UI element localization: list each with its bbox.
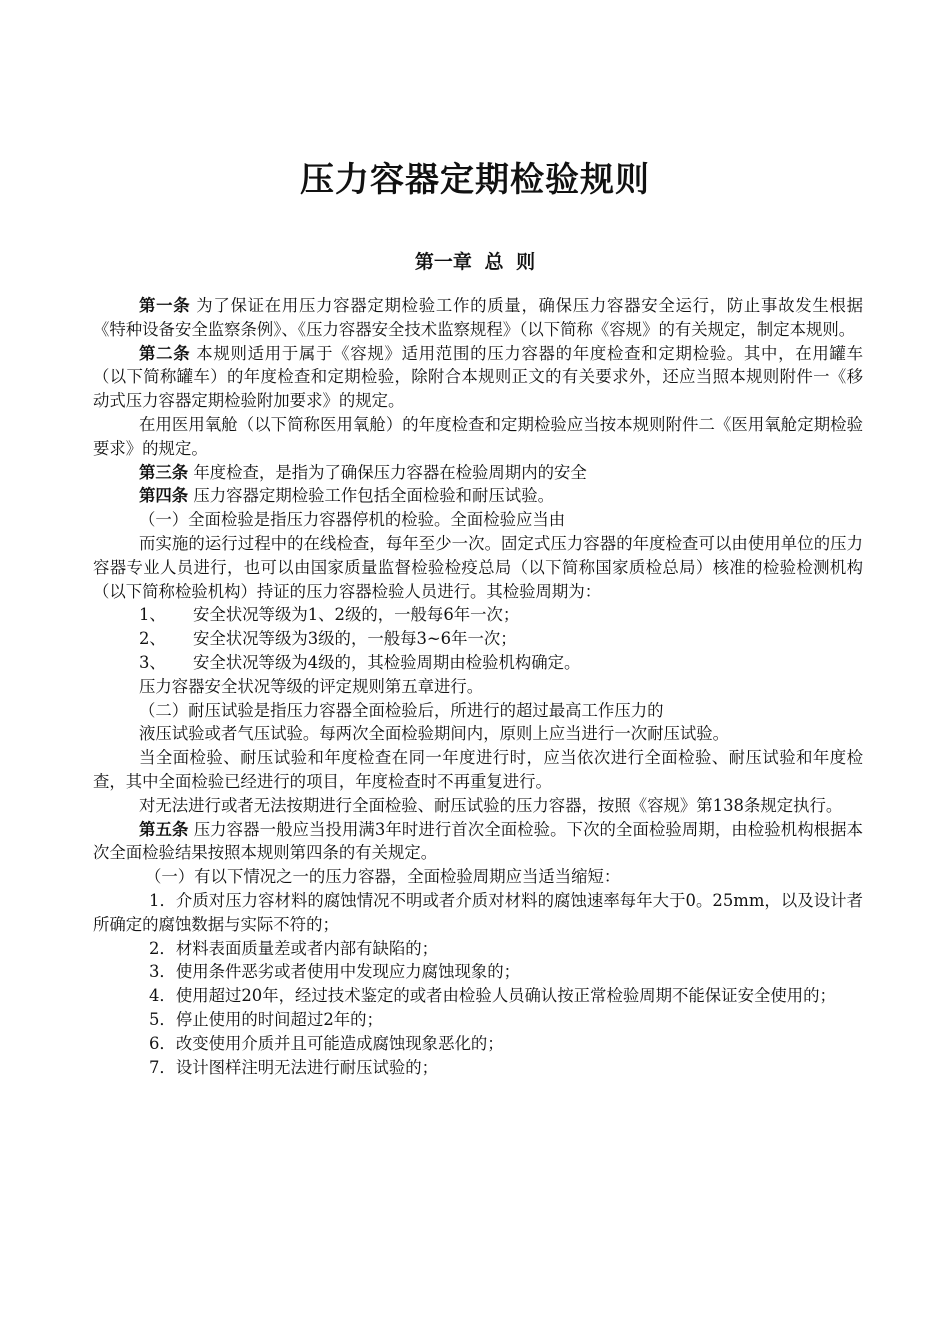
article-4 [93, 484, 863, 508]
article-5 [93, 818, 863, 866]
paragraph: （二）耐压试验是指压力容器全面检验后，所进行的超过最高工作压力的 [139, 700, 664, 720]
chapter-heading: 第一章 总 则 [414, 251, 536, 273]
list-item [93, 651, 863, 675]
paragraph: 在用医用氧舱（以下简称医用氧舱）的年度检查和定期检验应当按本规则附件二《医用氧舱定期检验要求》的规定。 [93, 414, 863, 458]
article-2 [93, 342, 863, 413]
list-number: 3、 [139, 652, 166, 672]
list-item [93, 603, 863, 627]
article-3 [93, 461, 863, 485]
document-body [93, 294, 863, 1079]
paragraph: （一）全面检验是指压力容器停机的检验。全面检验应当由 [139, 510, 566, 530]
list-item: 2．材料表面质量差或者内部有缺陷的； [149, 938, 439, 958]
article-text: 压力容器一般应当投用满3年时进行首次全面检验。下次的全面检验周期，由检验机构根据本次全面检验结果按照本规则第四条的有关规定。 [93, 819, 864, 863]
article-text: 本规则适用于属于《容规》适用范围的压力容器的年度检查和定期检验。其中，在用罐车（以下简称罐车）的年度检查和定期检验，除附合本规则正文的有关要求外，还应当照本规则附件一《移动式压力容器定期检验附加要求》的规定。 [93, 343, 863, 411]
list-item: 7．设计图样注明无法进行耐压试验的； [149, 1057, 439, 1077]
list-item: 1．介质对压力容材料的腐蚀情况不明或者介质对材料的腐蚀速率每年大于0。25mm，以及设计者所确定的腐蚀数据与实际不符的； [93, 890, 863, 934]
list-number: 1、 [139, 605, 166, 625]
list-item: 6．改变使用介质并且可能造成腐蚀现象恶化的； [149, 1033, 504, 1053]
article-text: 为了保证在用压力容器定期检验工作的质量，确保压力容器安全运行，防止事故发生根据《特种设备安全监察条例》、《压力容器安全技术监察规程》（以下简称《容规》的有关规定，制定本规则。 [93, 296, 863, 339]
list-item [93, 627, 863, 651]
list-item: 5．停止使用的时间超过2年的； [149, 1009, 383, 1029]
article-label: 第五条 [139, 819, 189, 839]
list-text: 安全状况等级为1、2级的，一般每6年一次； [193, 605, 520, 625]
paragraph: 当全面检验、耐压试验和年度检查在同一年度进行时，应当依次进行全面检验、耐压试验和年度检查，其中全面检验已经进行的项目，年度检查时不再重复进行。 [93, 748, 863, 791]
list-text: 安全状况等级为3级的，一般每3~6年一次； [193, 629, 517, 649]
list-item: 4．使用超过20年，经过技术鉴定的或者由检验人员确认按正常检验周期不能保证安全使用的； [149, 986, 836, 1006]
document-title: 压力容器定期检验规则 [300, 160, 650, 200]
list-text: 安全状况等级为4级的，其检验周期由检验机构确定。 [193, 652, 581, 672]
list-number: 2、 [139, 629, 166, 649]
article-label: 第一条 [139, 296, 191, 315]
paragraph: 而实施的运行过程中的在线检查，每年至少一次。固定式压力容器的年度检查可以由使用单位的压力容器专业人员进行，也可以由国家质量监督检验检疫总局（以下简称国家质检总局）核准的检验检测机构（以下简称检验机构）持证的压力容器检验人员进行。其检验周期为： [93, 533, 863, 601]
list-item: 3．使用条件恶劣或者使用中发现应力腐蚀现象的； [149, 962, 521, 982]
article-text: 压力容器定期检验工作包括全面检验和耐压试验。 [188, 486, 554, 506]
article-label: 第二条 [139, 343, 191, 363]
article-label: 第三条 [139, 462, 189, 482]
article-1 [93, 294, 863, 342]
article-text: 年度检查，是指为了确保压力容器在检验周期内的安全 [188, 462, 587, 482]
paragraph: 液压试验或者气压试验。每两次全面检验期间内，原则上应当进行一次耐压试验。 [139, 724, 730, 744]
paragraph: 压力容器安全状况等级的评定规则第五章进行。 [139, 676, 484, 696]
article-label: 第四条 [139, 486, 189, 506]
paragraph: （一）有以下情况之一的压力容器，全面检验周期应当适当缩短： [145, 867, 621, 887]
paragraph: 对无法进行或者无法按期进行全面检验、耐压试验的压力容器，按照《容规》第138条规定执行。 [139, 795, 843, 815]
